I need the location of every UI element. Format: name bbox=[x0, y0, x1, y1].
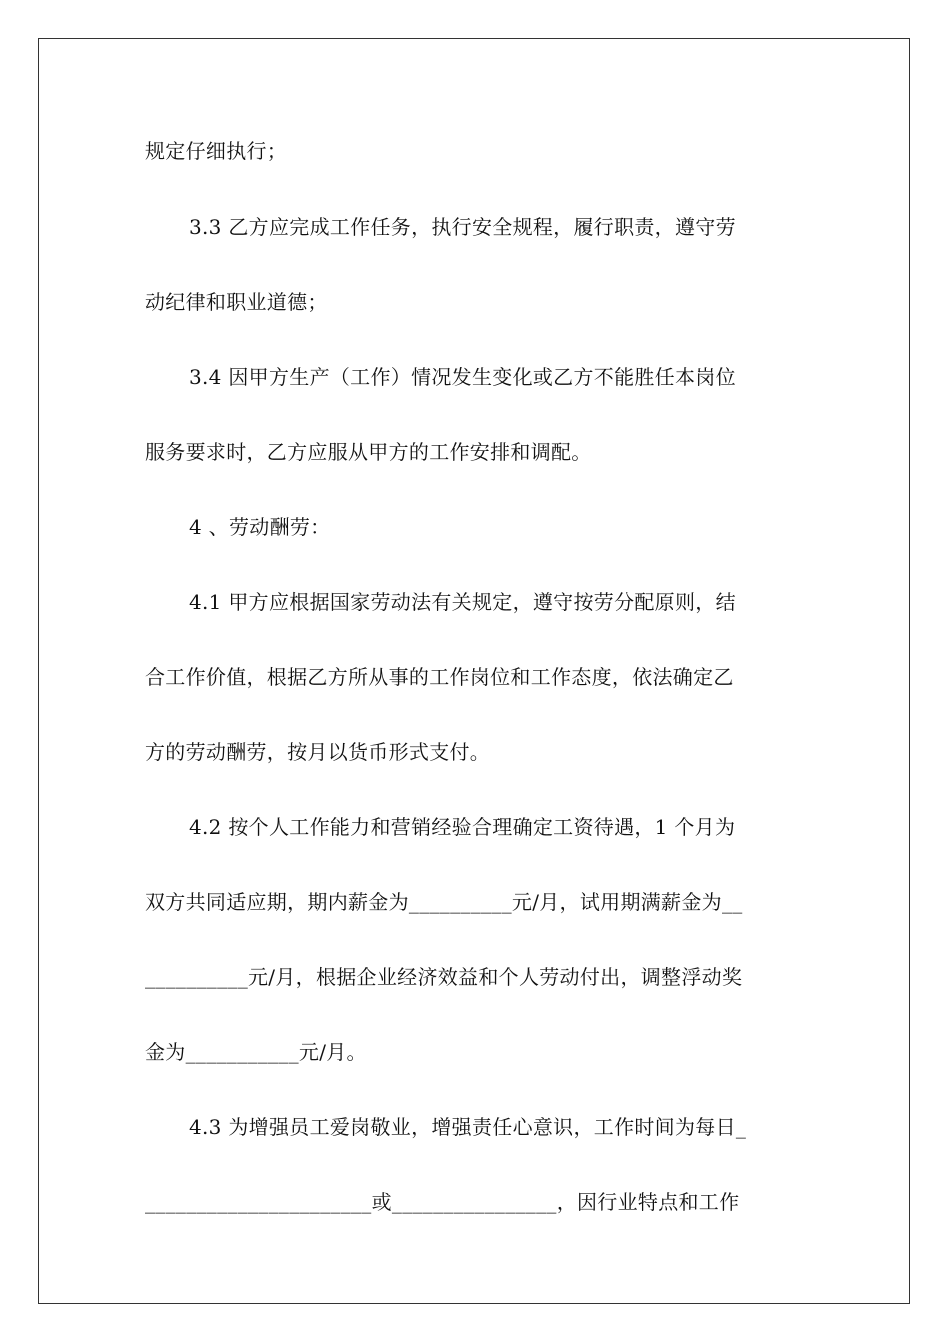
text-line-5: 服务要求时，乙方应服从甲方的工作安排和调配。 bbox=[145, 440, 592, 464]
text-line-1: 规定仔细执行； bbox=[145, 139, 288, 163]
text-line-10: 4.2 按个人工作能力和营销经验合理确定工资待遇，1 个月为 bbox=[189, 815, 736, 839]
text-line-9: 方的劳动酬劳，按月以货币形式支付。 bbox=[145, 740, 491, 764]
text-line-7: 4.1 甲方应根据国家劳动法有关规定，遵守按劳分配原则，结 bbox=[189, 590, 736, 614]
text-line-13: 金为___________元/月。 bbox=[145, 1040, 367, 1064]
section-heading-4: 4 、劳动酬劳： bbox=[189, 515, 331, 539]
text-line-3: 动纪律和职业道德； bbox=[145, 290, 328, 314]
text-line-2: 3.3 乙方应完成工作任务，执行安全规程，履行职责，遵守劳 bbox=[189, 215, 736, 239]
text-line-15: ______________________或________________，因行业特点和工作 bbox=[145, 1190, 740, 1214]
text-line-4: 3.4 因甲方生产（工作）情况发生变化或乙方不能胜任本岗位 bbox=[189, 365, 736, 389]
text-line-14: 4.3 为增强员工爱岗敬业，增强责任心意识，工作时间为每日_ bbox=[189, 1115, 747, 1139]
text-line-11: 双方共同适应期，期内薪金为__________元/月，试用期满薪金为__ bbox=[145, 890, 743, 914]
text-line-8: 合工作价值，根据乙方所从事的工作岗位和工作态度，依法确定乙 bbox=[145, 665, 734, 689]
text-line-12: __________元/月，根据企业经济效益和个人劳动付出，调整浮动奖 bbox=[145, 965, 743, 989]
